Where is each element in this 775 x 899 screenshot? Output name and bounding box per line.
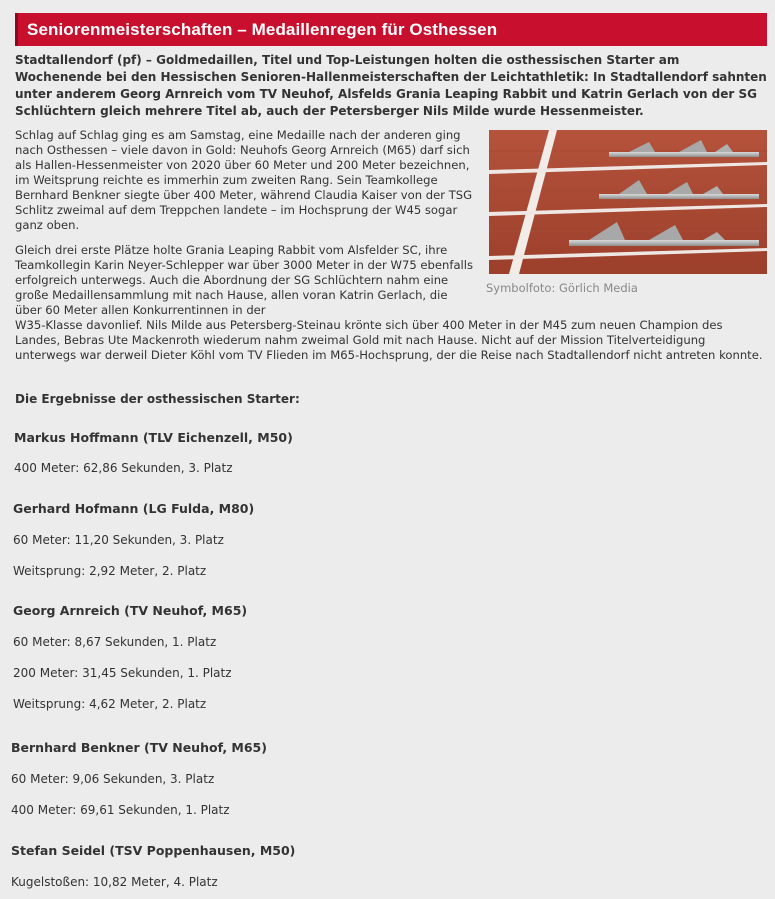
- athlete-result: Kugelstoßen: 10,82 Meter, 4. Platz: [11, 875, 218, 889]
- article-lead: Stadtallendorf (pf) – Goldmedaillen, Titel und Top-Leistungen holten die osthessischen Starter am Wochenende bei den Hessischen Senioren-Hallenmeisterschaften der Leichtathletik: In Stadtallendorf sahnten unter anderem Georg Arnreich vom TV Neuhof, Alsfelds Grania Leaping Rabbit und Katrin Gerlach von der SG Schlüchtern gleich mehrere Titel ab, auch der Petersberger Nils Milde wurde Hessenmeister.: [15, 53, 767, 118]
- article-paragraph-2a: Gleich drei erste Plätze holte Grania Leaping Rabbit vom Alsfelder SC, ihre Teamkollegin Karin Neyer-Schlepper war über 3000 Meter in der W75 ebenfalls erfolgreich unterwegs. Auch die Abordnung der SG Schlüchtern nahm eine große Medaillensammlung mit nach Hause, allen voran Katrin Gerlach, die über 60 Meter allen Konkurrentinnen in der: [15, 243, 474, 317]
- athlete-name: Markus Hoffmann (TLV Eichenzell, M50): [14, 430, 293, 445]
- photo-caption: Symbolfoto: Görlich Media: [486, 281, 638, 295]
- athlete-result: 60 Meter: 9,06 Sekunden, 3. Platz: [11, 772, 215, 786]
- athlete-name: Gerhard Hofmann (LG Fulda, M80): [13, 501, 255, 516]
- article-paragraph-2b: W35-Klasse davonlief. Nils Milde aus Petersberg-Steinau krönte sich über 400 Meter in der M45 zum neuen Champion des Landes, Bebras Ute Mackenroth wiederum nahm zweimal Gold mit nach Hause. Nicht auf der Mission Titelverteidigung unterwegs war derweil Dieter Köhl vom TV Flieden im M65-Hochsprung, der die Reise nach Stadtallendorf nicht antreten konnte.: [15, 318, 763, 362]
- article-paragraph-1: Schlag auf Schlag ging es am Samstag, eine Medaille nach der anderen ging nach Osthessen – viele davon in Gold: Neuhofs Georg Arnreich (M65) darf sich als Hallen-Hessenmeister von 2020 über 60 Meter und 200 Meter bezeichnen, im Weitsprung reichte es immerhin zum zweiten Rang. Sein Teamkollege Bernhard Benkner siegte über 400 Meter, während Claudia Kaiser von der TSG Schlitz zweimal auf dem Treppchen landete – im Hochsprung der W45 sogar ganz oben.: [15, 128, 473, 232]
- starting-blocks-photo: [489, 130, 767, 274]
- athlete-result: 400 Meter: 69,61 Sekunden, 1. Platz: [11, 803, 230, 817]
- athlete-result: 60 Meter: 11,20 Sekunden, 3. Platz: [13, 533, 224, 547]
- athlete-name: Georg Arnreich (TV Neuhof, M65): [13, 603, 248, 618]
- athlete-result: 60 Meter: 8,67 Sekunden, 1. Platz: [13, 635, 217, 649]
- athlete-result: Weitsprung: 4,62 Meter, 2. Platz: [13, 697, 207, 711]
- results-title: Die Ergebnisse der osthessischen Starter:: [15, 392, 300, 406]
- athlete-name: Stefan Seidel (TSV Poppenhausen, M50): [11, 843, 296, 858]
- athlete-result: Weitsprung: 2,92 Meter, 2. Platz: [13, 564, 207, 578]
- athlete-name: Bernhard Benkner (TV Neuhof, M65): [11, 740, 267, 755]
- athlete-result: 400 Meter: 62,86 Sekunden, 3. Platz: [14, 461, 233, 475]
- athlete-result: 200 Meter: 31,45 Sekunden, 1. Platz: [13, 666, 232, 680]
- article-headline: Seniorenmeisterschaften – Medaillenregen für Osthessen: [15, 13, 767, 46]
